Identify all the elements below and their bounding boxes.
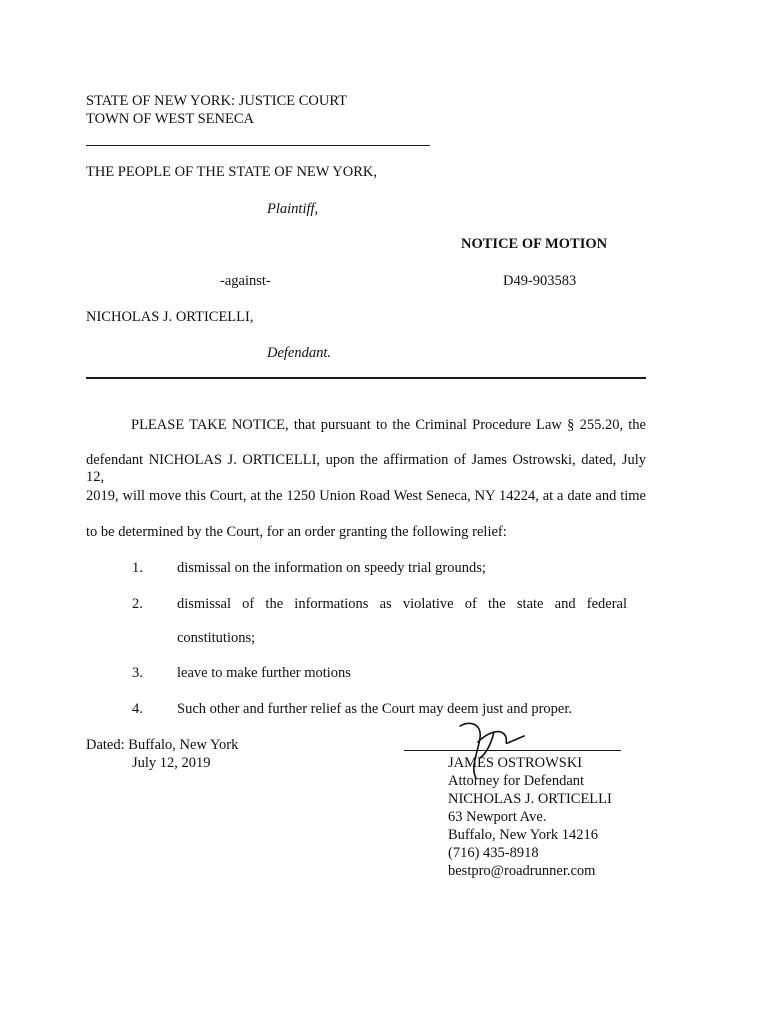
plaintiff-label: Plaintiff, xyxy=(267,201,319,217)
attorney-name: JAMES OSTROWSKI xyxy=(448,755,583,771)
court-heading: STATE OF NEW YORK: JUSTICE COURT xyxy=(86,93,347,109)
address-city: Buffalo, New York 14216 xyxy=(448,827,598,843)
dated-location: Dated: Buffalo, New York xyxy=(86,737,239,753)
relief-item: dismissal of the informations as violative of the state and federal xyxy=(177,596,627,612)
address-street: 63 Newport Ave. xyxy=(448,809,547,825)
court-town: TOWN OF WEST SENECA xyxy=(86,111,254,127)
relief-item-continuation: constitutions; xyxy=(177,630,256,646)
phone-number: (716) 435-8918 xyxy=(448,845,539,861)
paragraph-line-3: 2019, will move this Court, at the 1250 Union Road West Seneca, NY 14224, at a date and time xyxy=(86,488,646,504)
caption-divider-short xyxy=(86,145,430,146)
relief-item: Such other and further relief as the Court may deem just and proper. xyxy=(177,701,573,717)
signature-line xyxy=(404,750,621,751)
paragraph-line-1: PLEASE TAKE NOTICE, that pursuant to the Criminal Procedure Law § 255.20, the xyxy=(131,417,646,433)
attorney-role: Attorney for Defendant xyxy=(448,773,585,789)
against-label: -against- xyxy=(220,273,271,289)
relief-number: 3. xyxy=(132,665,143,681)
dated-date: July 12, 2019 xyxy=(132,755,211,771)
caption-divider-long xyxy=(86,377,646,379)
relief-item: leave to make further motions xyxy=(177,665,351,681)
plaintiff-party: THE PEOPLE OF THE STATE OF NEW YORK, xyxy=(86,164,377,180)
document-title: NOTICE OF MOTION xyxy=(461,236,608,252)
email-address: bestpro@roadrunner.com xyxy=(448,863,596,879)
paragraph-line-4: to be determined by the Court, for an order granting the following relief: xyxy=(86,524,507,540)
index-number: D49-903583 xyxy=(503,273,577,289)
paragraph-line-2: defendant NICHOLAS J. ORTICELLI, upon the affirmation of James Ostrowski, dated, July 12, xyxy=(86,452,646,486)
client-name: NICHOLAS J. ORTICELLI xyxy=(448,791,612,807)
relief-number: 1. xyxy=(132,560,143,576)
defendant-label: Defendant. xyxy=(267,345,332,361)
relief-number: 2. xyxy=(132,596,143,612)
relief-number: 4. xyxy=(132,701,143,717)
relief-item: dismissal on the information on speedy trial grounds; xyxy=(177,560,486,576)
defendant-party: NICHOLAS J. ORTICELLI, xyxy=(86,309,254,325)
